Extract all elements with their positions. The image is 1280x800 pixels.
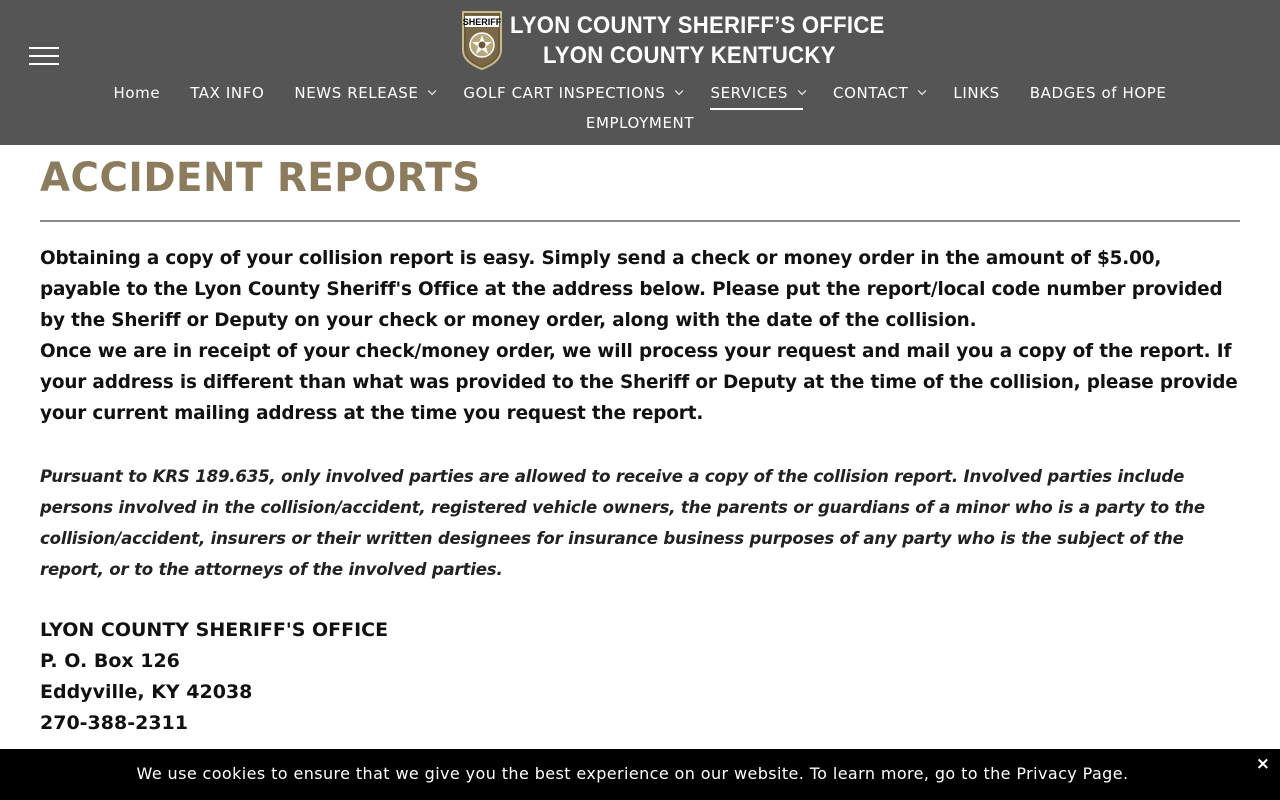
nav-item-links[interactable] (938, 84, 1014, 102)
nav-row-primary (0, 80, 1280, 106)
nav-item-label: TAX INFO (190, 84, 265, 102)
cookie-banner (0, 749, 1280, 800)
nav-item-badges-of-hope[interactable] (1015, 84, 1182, 102)
nav-item-label: Home (113, 84, 161, 102)
chevron-down-icon (675, 87, 683, 95)
address-phone: 270-388-2311 (40, 712, 188, 734)
nav-item-tax-info[interactable] (175, 84, 279, 102)
nav-item-home[interactable] (99, 84, 176, 102)
nav-item-label: LINKS (953, 84, 1000, 102)
cookie-message: We use cookies to ensure that we give you the best experience on our website. To learn more, go to the Privacy Page. (136, 764, 1129, 783)
address-name: LYON COUNTY SHERIFF'S OFFICE (40, 619, 389, 641)
hamburger-menu-icon[interactable] (29, 47, 59, 67)
nav-item-label: CONTACT (833, 84, 909, 102)
chevron-down-icon (918, 87, 926, 95)
address-city: Eddyville, KY 42038 (40, 681, 253, 703)
nav-row-secondary (0, 106, 1280, 140)
nav-item-label: SERVICES (710, 84, 789, 102)
intro-paragraph: Obtaining a copy of your collision report is easy. Simply send a check or money order in the amount of $5.00, payable to the Lyon County Sheriff's Office at the address below. Please put the report/local code number provided by the Sheriff or Deputy on your check or money order, along with the date of the collision. (40, 248, 1223, 331)
logo-title: LYON COUNTY SHERIFF’S OFFICE (510, 12, 885, 39)
site-header (0, 0, 1280, 145)
nav-item-label: NEWS RELEASE (294, 84, 419, 102)
chevron-down-icon (428, 87, 436, 95)
title-divider (40, 220, 1240, 222)
mailing-address (40, 615, 388, 739)
nav-item-label: EMPLOYMENT (585, 114, 695, 132)
logo-subtitle: LYON COUNTY KENTUCKY (543, 42, 836, 69)
main-navigation (0, 80, 1280, 140)
sheriff-badge-icon (459, 10, 505, 70)
close-icon[interactable]: × (1255, 754, 1270, 774)
badge-label: SHERIFF (462, 17, 502, 27)
receipt-paragraph: Once we are in receipt of your check/money order, we will process your request and mail you a copy of the report. If your address is different than what was provided to the Sheriff or Deputy at the time of the collision, please provide your current mailing address at the time you request the report. (40, 341, 1238, 424)
address-po-box: P. O. Box 126 (40, 650, 180, 672)
nav-item-label: BADGES of HOPE (1029, 84, 1167, 102)
nav-item-golf-cart-inspections[interactable] (448, 84, 695, 102)
site-logo[interactable] (459, 10, 885, 72)
nav-item-contact[interactable] (818, 84, 938, 102)
nav-item-label: GOLF CART INSPECTIONS (463, 84, 666, 102)
legal-notice: Pursuant to KRS 189.635, only involved parties are allowed to receive a copy of the collision report. Involved parties include persons involved in the collision/accident, registered vehicle owners, the parents or guardians of a minor who is a party to the collision/accident, insurers or their written designees for insurance business purposes of any party who is the subject of the report, or to the attorneys of the involved parties. (40, 467, 1205, 579)
chevron-down-icon (798, 87, 806, 95)
nav-item-news-release[interactable] (279, 84, 448, 102)
nav-item-employment[interactable] (571, 114, 709, 132)
page-title: ACCIDENT REPORTS (40, 155, 481, 201)
nav-item-services[interactable] (695, 84, 818, 102)
